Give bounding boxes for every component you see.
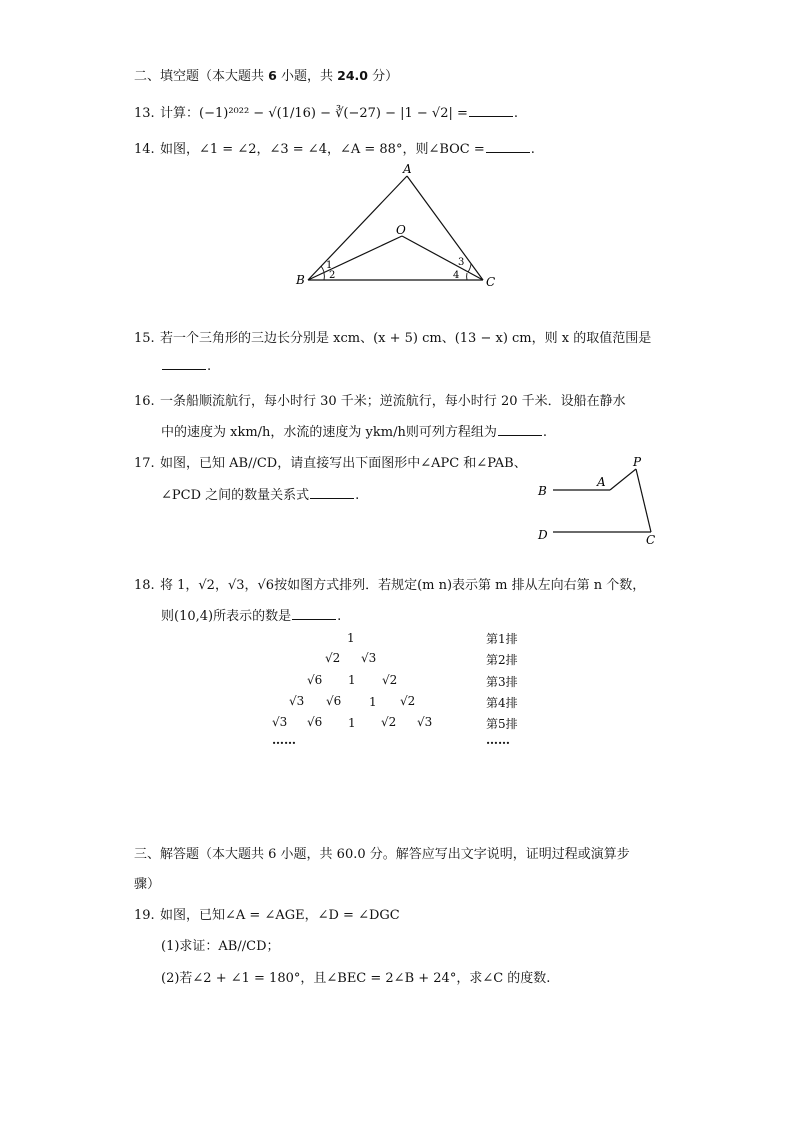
label-D: D: [538, 528, 548, 542]
label-B: B: [296, 273, 305, 287]
triangle-cell: √2: [400, 694, 416, 708]
row-label: 第3排: [486, 675, 518, 689]
row-label: 第4排: [486, 696, 518, 710]
triangle-cell: 1: [369, 695, 377, 709]
answer-blank[interactable]: [310, 486, 354, 499]
answer-blank[interactable]: [292, 607, 336, 620]
question-18-line2: 则(10,4)所表示的数是 .: [161, 609, 342, 624]
triangle-cell: √2: [381, 715, 397, 729]
section2-heading: 二、填空题（本大题共 6 小题，共 24.0 分）: [134, 68, 399, 84]
question-19-part1: (1)求证：AB//CD；: [161, 939, 280, 954]
row-label: 第5排: [486, 717, 518, 731]
angle-1: 1: [326, 260, 333, 271]
row-label-ellipsis: ……: [486, 733, 510, 747]
answer-blank[interactable]: [162, 357, 206, 370]
q14-triangle-figure: [290, 160, 500, 295]
question-17: 17. 如图，已知 AB//CD，请直接写出下面图形中∠APC 和∠PAB、: [134, 456, 527, 471]
question-16-line2: 中的速度为 xkm/h，水流的速度为 ykm/h则可列方程组为 .: [161, 425, 547, 440]
section3-heading: 三、解答题（本大题共 6 小题，共 60.0 分。解答应写出文字说明，证明过程或演算步: [134, 847, 630, 862]
triangle-cell: √3: [361, 651, 377, 665]
label-A: A: [597, 475, 606, 489]
triangle-cell: √3: [272, 715, 288, 729]
triangle-cell: 1: [348, 716, 356, 730]
angle-4: 4: [453, 270, 460, 281]
question-19: 19. 如图，已知∠A = ∠AGE，∠D = ∠DGC: [134, 908, 400, 923]
label-O: O: [396, 223, 406, 237]
question-19-part2: (2)若∠2 + ∠1 = 180°，且∠BEC = 2∠B + 24°，求∠C 的度数.: [161, 971, 551, 986]
section3-heading-line2: 骤）: [134, 877, 161, 892]
question-15-line2: .: [161, 357, 211, 376]
question-17-line2: ∠PCD 之间的数量关系式 .: [161, 488, 360, 503]
answer-blank[interactable]: [498, 423, 542, 436]
label-C: C: [486, 275, 496, 289]
triangle-cell: √2: [382, 673, 398, 687]
question-15: 15. 若一个三角形的三边长分别是 xcm、(x + 5) cm、(13 − x) cm，则 x 的取值范围是: [134, 331, 652, 346]
triangle-cell: 1: [348, 673, 356, 687]
label-B: B: [538, 484, 547, 498]
triangle-cell: √6: [307, 673, 323, 687]
triangle-cell: √6: [307, 715, 323, 729]
label-A: A: [403, 162, 412, 176]
triangle-ellipsis: ……: [272, 733, 296, 747]
triangle-cell: √3: [289, 694, 305, 708]
answer-blank[interactable]: [486, 140, 530, 153]
row-label: 第1排: [486, 632, 518, 646]
angle-3: 3: [458, 257, 465, 268]
label-P: P: [633, 455, 642, 469]
answer-blank[interactable]: [469, 104, 513, 117]
question-13: 13. 计算：(−1)²⁰²² − √(1/16) − ∛(−27) − |1 − √2| = .: [134, 106, 519, 121]
row-label: 第2排: [486, 653, 518, 667]
question-18: 18. 将 1，√2，√3，√6按如图方式排列．若规定(m n)表示第 m 排从左向右第 n 个数，: [134, 578, 646, 593]
angle-2: 2: [329, 270, 336, 281]
q13-expression: (−1)²⁰²² − √(1/16) − ∛(−27) − |1 − √2| =: [199, 106, 468, 121]
label-C: C: [646, 533, 656, 547]
triangle-cell: 1: [347, 631, 355, 645]
q17-parallel-lines-figure: [535, 452, 665, 550]
triangle-cell: √2: [325, 651, 341, 665]
triangle-cell: √6: [326, 694, 342, 708]
question-14: 14. 如图，∠1 = ∠2，∠3 = ∠4，∠A = 88°，则∠BOC = .: [134, 142, 535, 157]
triangle-cell: √3: [417, 715, 433, 729]
question-16: 16. 一条船顺流航行，每小时行 30 千米；逆流航行，每小时行 20 千米．设船在静水: [134, 394, 626, 409]
